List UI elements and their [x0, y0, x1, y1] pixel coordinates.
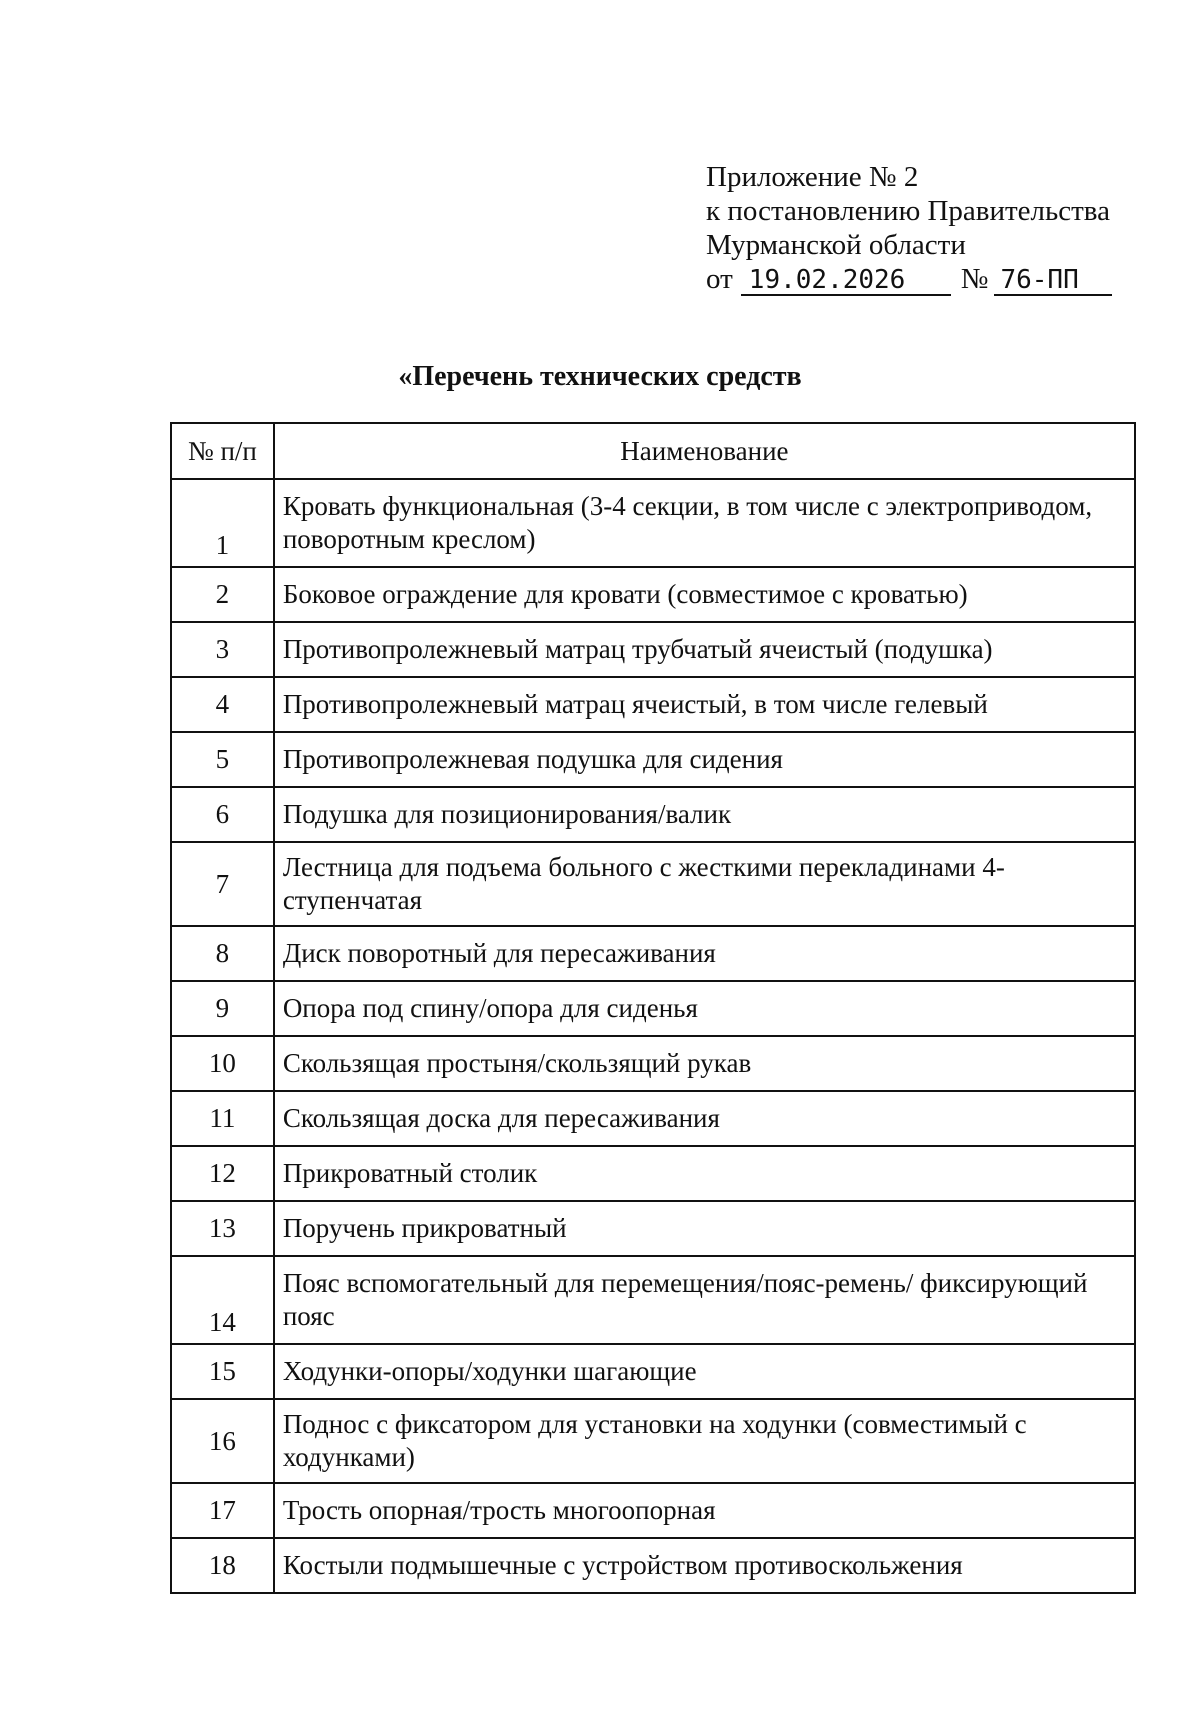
appendix-line-1: Приложение № 2 — [706, 161, 919, 193]
table-row — [171, 1146, 1135, 1201]
date-field: 19.02.2026 — [741, 266, 951, 296]
row-num: 16 — [171, 1399, 274, 1483]
table-row — [171, 1201, 1135, 1256]
items-table — [170, 422, 1136, 1594]
row-num: 9 — [171, 981, 274, 1036]
number-field: 76-ПП — [994, 266, 1112, 296]
row-name: Трость опорная/трость многоопорная — [274, 1483, 1135, 1538]
table-row — [171, 1091, 1135, 1146]
row-num: 13 — [171, 1201, 274, 1256]
row-name: Ходунки-опоры/ходунки шагающие — [274, 1344, 1135, 1399]
table-row — [171, 981, 1135, 1036]
date-prefix: от — [706, 263, 733, 295]
table-row — [171, 787, 1135, 842]
row-num: 3 — [171, 622, 274, 677]
row-name: Кровать функциональная (3-4 секции, в том числе с электроприводом, поворотным креслом) — [274, 479, 1135, 567]
row-num: 17 — [171, 1483, 274, 1538]
row-name: Лестница для подъема больного с жесткими перекладинами 4-ступенчатая — [274, 842, 1135, 926]
row-name: Костыли подмышечные с устройством противоскольжения — [274, 1538, 1135, 1593]
appendix-date-line — [706, 262, 1112, 296]
row-num: 18 — [171, 1538, 274, 1593]
row-num: 14 — [171, 1256, 274, 1344]
table-row — [171, 926, 1135, 981]
table-row — [171, 732, 1135, 787]
row-name: Противопролежневая подушка для сидения — [274, 732, 1135, 787]
row-name: Поднос с фиксатором для установки на ходунки (совместимый с ходунками) — [274, 1399, 1135, 1483]
row-name: Опора под спину/опора для сиденья — [274, 981, 1135, 1036]
table-row — [171, 1344, 1135, 1399]
table-header-row — [171, 423, 1135, 479]
table-row — [171, 622, 1135, 677]
row-num: 4 — [171, 677, 274, 732]
row-name: Боковое ограждение для кровати (совместимое с кроватью) — [274, 567, 1135, 622]
row-name: Пояс вспомогательный для перемещения/пояс-ремень/ фиксирующий пояс — [274, 1256, 1135, 1344]
row-name: Диск поворотный для пересаживания — [274, 926, 1135, 981]
row-num: 11 — [171, 1091, 274, 1146]
table-row — [171, 677, 1135, 732]
appendix-line-3: Мурманской области — [706, 229, 966, 261]
table-row — [171, 842, 1135, 926]
row-name: Прикроватный столик — [274, 1146, 1135, 1201]
table-row — [171, 1036, 1135, 1091]
table-row — [171, 1483, 1135, 1538]
row-name: Подушка для позиционирования/валик — [274, 787, 1135, 842]
row-num: 2 — [171, 567, 274, 622]
row-num: 15 — [171, 1344, 274, 1399]
row-num: 7 — [171, 842, 274, 926]
table-row — [171, 1256, 1135, 1344]
row-num: 1 — [171, 479, 274, 567]
table-row — [171, 1399, 1135, 1483]
appendix-header — [706, 160, 1112, 296]
number-prefix: № — [960, 263, 989, 295]
row-num: 8 — [171, 926, 274, 981]
row-name: Скользящая простыня/скользящий рукав — [274, 1036, 1135, 1091]
table-row — [171, 567, 1135, 622]
header-name: Наименование — [274, 423, 1135, 479]
appendix-line-2: к постановлению Правительства — [706, 195, 1110, 227]
table-row — [171, 479, 1135, 567]
row-name: Противопролежневый матрац ячеистый, в том числе гелевый — [274, 677, 1135, 732]
document-title: «Перечень технических средств — [398, 361, 802, 392]
row-name: Противопролежневый матрац трубчатый ячеистый (подушка) — [274, 622, 1135, 677]
row-name: Поручень прикроватный — [274, 1201, 1135, 1256]
row-num: 5 — [171, 732, 274, 787]
row-num: 12 — [171, 1146, 274, 1201]
row-name: Скользящая доска для пересаживания — [274, 1091, 1135, 1146]
header-num: № п/п — [171, 423, 274, 479]
table-row — [171, 1538, 1135, 1593]
row-num: 6 — [171, 787, 274, 842]
row-num: 10 — [171, 1036, 274, 1091]
